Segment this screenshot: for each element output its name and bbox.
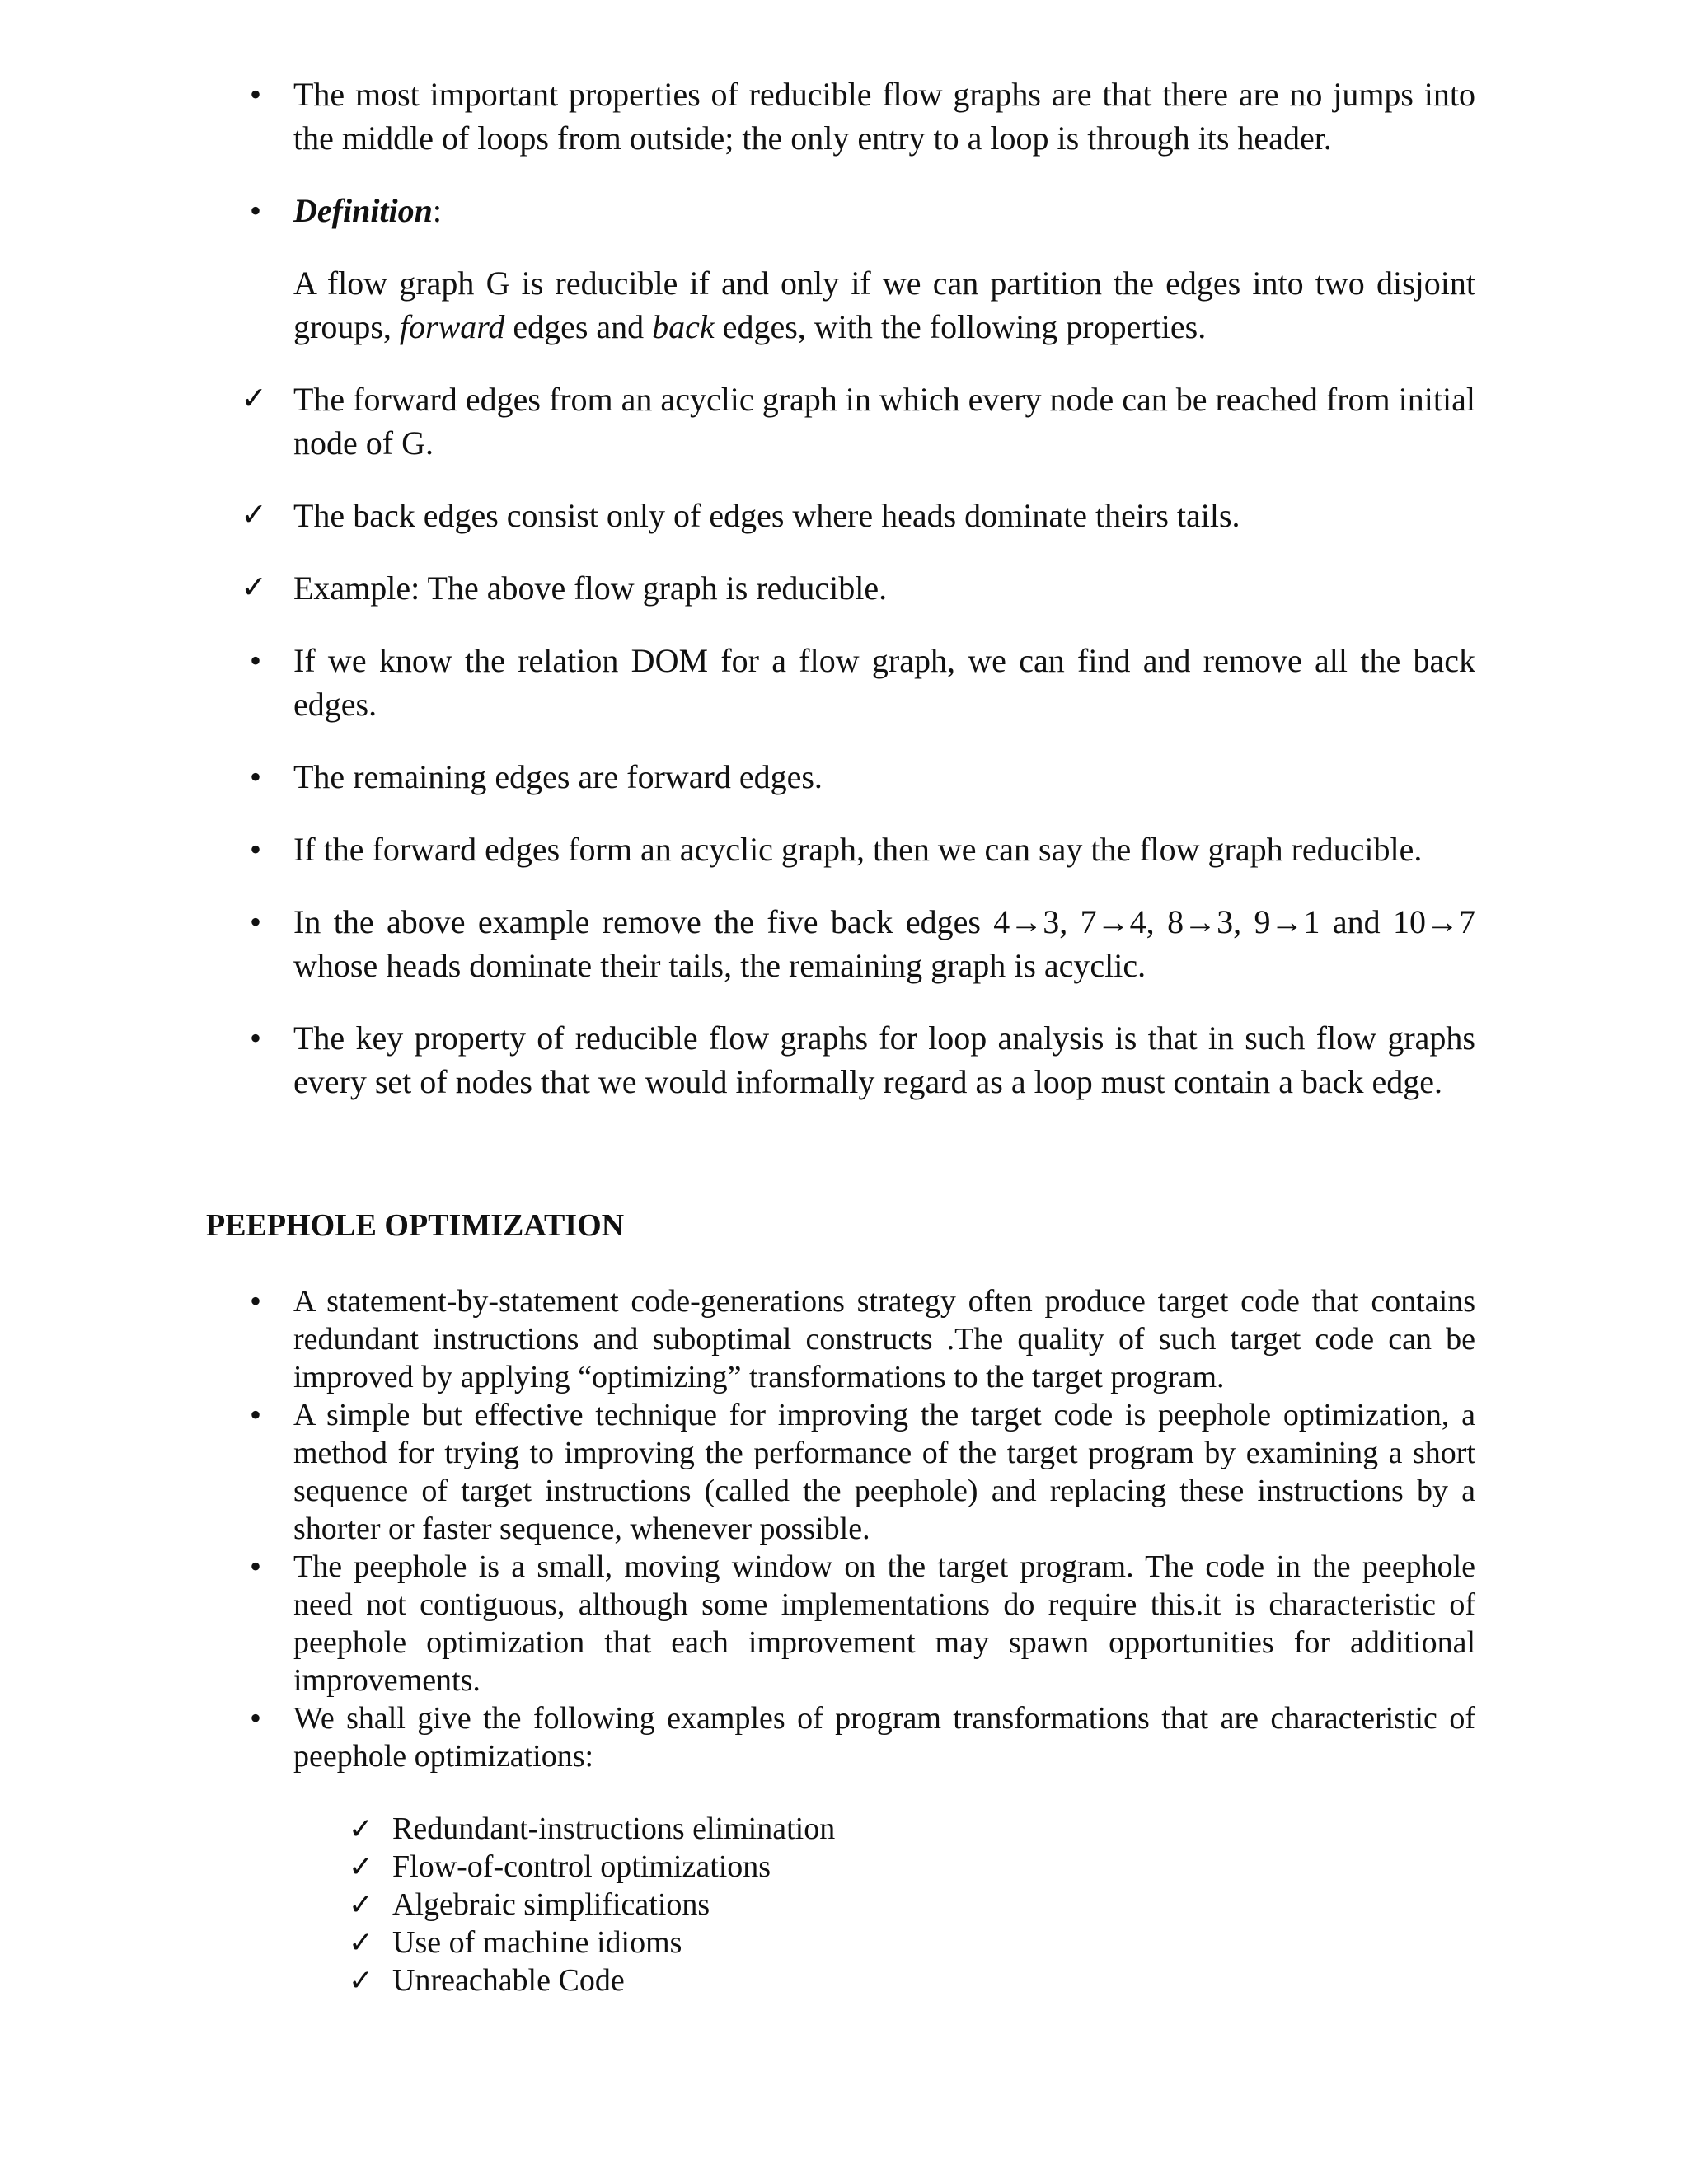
list-item-text: The remaining edges are forward edges. <box>293 758 823 795</box>
list-item-text: The key property of reducible flow graphs for loop analysis is that in such flow graphs every set of nodes that we would informally regard as a loop must contain a back edge. <box>293 1019 1475 1100</box>
check-item <box>239 494 1475 537</box>
bullet-icon: • <box>249 1396 261 1433</box>
definition-paragraph <box>239 261 1475 349</box>
bullet-icon: • <box>249 1548 261 1585</box>
list-item-text: We shall give the following examples of program transformations that are characteristic of peephole optimizations: <box>293 1701 1475 1774</box>
reducible-graphs-section <box>239 73 1475 1132</box>
list-item-text: Algebraic simplifications <box>392 1887 710 1922</box>
list-item-text: In the above example remove the five back edges 4→3, 7→4, 8→3, 9→1 and 10→7 whose heads dominate their tails, the remaining graph is acyclic. <box>293 903 1475 984</box>
list-item <box>239 73 1475 160</box>
bullet-icon: • <box>249 1282 261 1319</box>
check-item <box>345 1886 835 1924</box>
list-item-text: Unreachable Code <box>392 1963 625 1998</box>
transformations-list <box>345 1810 835 1999</box>
list-item <box>239 1548 1475 1699</box>
checkmark-icon: ✓ <box>348 1850 374 1883</box>
definition-label: Definition <box>293 192 433 229</box>
list-item-text: The back edges consist only of edges where heads dominate theirs tails. <box>293 497 1240 534</box>
checkmark-icon: ✓ <box>348 1812 374 1845</box>
check-item <box>345 1848 835 1886</box>
list-item <box>239 189 1475 232</box>
back-term: back <box>652 308 715 345</box>
definition-text: edges, with the following properties. <box>714 308 1207 345</box>
bullet-icon: • <box>249 903 261 940</box>
checkmark-icon: ✓ <box>241 570 267 605</box>
check-item <box>345 1924 835 1961</box>
list-item-text: Redundant-instructions elimination <box>392 1811 836 1846</box>
check-item <box>239 566 1475 610</box>
bullet-icon: • <box>249 831 261 868</box>
peephole-section <box>239 1282 1475 1775</box>
check-item <box>239 377 1475 465</box>
list-item-text: A statement-by-statement code-generations strategy often produce target code that contains redundant instructions and suboptimal constructs .The quality of such target code can be improved by applying “optimizing” transformations to the target program. <box>293 1284 1475 1394</box>
forward-term: forward <box>399 308 505 345</box>
bullet-icon: • <box>249 1019 261 1057</box>
list-item <box>239 1396 1475 1548</box>
bullet-icon: • <box>249 642 261 679</box>
list-item-text: Example: The above flow graph is reducible. <box>293 569 888 607</box>
list-item-text: Use of machine idioms <box>392 1925 682 1960</box>
checkmark-icon: ✓ <box>241 498 267 532</box>
definition-text: edges and <box>504 308 653 345</box>
list-item-text: The peephole is a small, moving window on the target program. The code in the peephole need not contiguous, although some implementations do require this.it is characteristic of peephole optimization that each improvement may spawn opportunities for additional improvements. <box>293 1549 1475 1698</box>
list-item-text: The forward edges from an acyclic graph in which every node can be reached from initial node of G. <box>293 381 1475 462</box>
bullet-icon: • <box>249 1699 261 1736</box>
checkmark-icon: ✓ <box>348 1926 374 1959</box>
bullet-icon: • <box>249 192 261 229</box>
list-item <box>239 1016 1475 1104</box>
definition-text: A flow graph G is reducible if and only if we can partition the edges into two disjoint groups, <box>293 265 1475 345</box>
list-item-text: Flow-of-control optimizations <box>392 1849 771 1884</box>
list-item-text: If we know the relation DOM for a flow graph, we can find and remove all the back edges. <box>293 642 1475 723</box>
list-item <box>239 1282 1475 1396</box>
checkmark-icon: ✓ <box>241 382 267 416</box>
list-item <box>239 755 1475 799</box>
list-item <box>239 1699 1475 1775</box>
check-item <box>345 1961 835 1999</box>
list-item-text: A simple but effective technique for improving the target code is peephole optimization, a method for trying to improving the performance of the target program by examining a short sequence of target instructions (called the peephole) and replacing these instructions by a shorter or faster sequence, whenever possible. <box>293 1398 1475 1546</box>
checkmark-icon: ✓ <box>348 1964 374 1997</box>
section-heading: PEEPHOLE OPTIMIZATION <box>206 1208 625 1243</box>
checkmark-icon: ✓ <box>348 1888 374 1921</box>
check-item <box>345 1810 835 1848</box>
list-item <box>239 900 1475 987</box>
bullet-icon: • <box>249 758 261 795</box>
list-item-text: The most important properties of reducible flow graphs are that there are no jumps into the middle of loops from outside; the only entry to a loop is through its header. <box>293 76 1475 157</box>
bullet-icon: • <box>249 76 261 113</box>
list-item <box>239 827 1475 871</box>
list-item-text: If the forward edges form an acyclic graph, then we can say the flow graph reducible. <box>293 831 1423 868</box>
definition-colon: : <box>432 192 443 229</box>
list-item <box>239 639 1475 726</box>
